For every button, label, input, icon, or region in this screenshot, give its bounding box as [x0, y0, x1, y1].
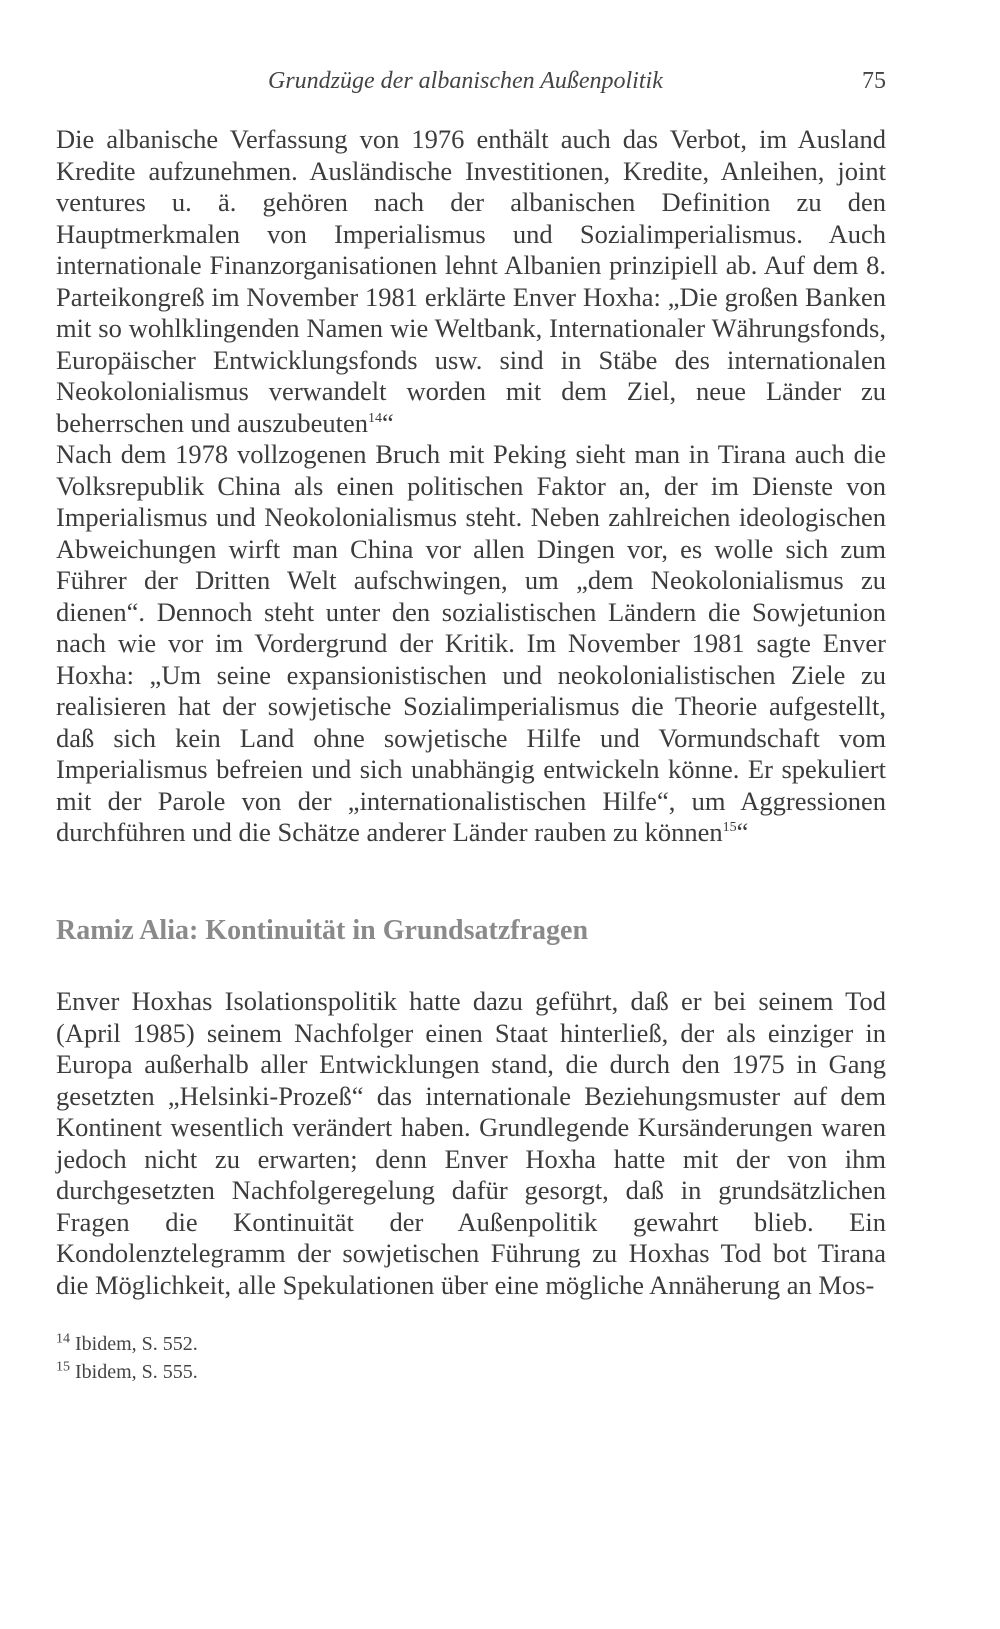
running-header [56, 68, 886, 108]
footnote-ref-15: 15 [722, 820, 737, 836]
paragraph-2: Nach dem 1978 vollzogenen Bruch mit Peking sieht man in Tirana auch die Volksrepublik China als einen politischen Faktor an, der im Dienste von Imperialismus und Neokolonialismus steht. Neben zahlreichen ideologischen Abweichungen wirft man China vor allen Dingen vor, es wolle sich zum Führer der Dritten Welt aufschwingen, um „dem Neokolonialismus zu dienen“. Dennoch steht unter den sozialistischen Ländern die Sowjetunion nach wie vor im Vordergrund der Kritik. Im November 1981 sagte Enver Hoxha: „Um seine expansionistischen und neokolonialistischen Ziele zu realisieren hat der sowjetische Sozialimperialismus die Theorie aufgestellt, daß sich kein Land ohne sowjetische Hilfe und Vormundschaft vom Imperialismus befreien und sich unabhängig entwickeln könne. Er spekuliert mit der Parole von der „internationalistischen Hilfe“, um Aggressionen durchführen und die Schätze anderer Länder rauben zu können$^{15}$“ [56, 439, 886, 847]
paragraph-1: Die albanische Verfassung von 1976 enthält auch das Verbot, im Ausland Kredite aufzunehmen. Ausländische Investitionen, Kredite, Anleihen, joint ventures u. ä. gehören nach der albanischen Definition zu den Hauptmerkmalen von Imperialismus und Sozialimperialismus. Auch internationale Finanzorganisationen lehnt Albanien prinzipiell ab. Auf dem 8. Parteikongreß im November 1981 erklärte Enver Hoxha: „Die großen Banken mit so wohlklingenden Namen wie Weltbank, Internationaler Währungsfonds, Europäischer Entwicklungsfonds usw. sind in Stäbe des internationalen Neokolonialismus verwandelt worden mit dem Ziel, neue Länder zu beherrschen und auszubeuten$^{14}$“ [56, 124, 886, 438]
footnotes [56, 1330, 656, 1386]
section-text-block [56, 986, 886, 1301]
main-text-block [56, 124, 886, 849]
footnote-15: $^{15}$ Ibidem, S. 555. [56, 1359, 198, 1383]
footnote-ref-14: 14 [367, 410, 382, 426]
paragraph-3: Enver Hoxhas Isolationspolitik hatte dazu geführt, daß er bei seinem Tod (April 1985) seinem Nachfolger einen Staat hinterließ, der als einziger in Europa außerhalb aller Entwicklungen stand, die durch den 1975 in Gang gesetzten „Helsinki-Prozeß“ das internationale Beziehungsmuster auf dem Kontinent wesentlich verändert haben. Grundlegende Kursänderungen waren jedoch nicht zu erwarten; denn Enver Hoxha hatte mit der von ihm durchgesetzten Nachfolgeregelung dafür gesorgt, daß in grundsätzlichen Fragen die Kontinuität der Außenpolitik gewahrt blieb. Ein Kondolenztelegramm der sowjetischen Führung zu Hoxhas Tod bot Tirana die Möglichkeit, alle Spekulationen über eine mögliche Annäherung an Mos- [56, 986, 886, 1300]
page-number: 75 [862, 68, 886, 94]
running-title: Grundzüge der albanischen Außenpolitik [268, 68, 663, 94]
section-heading: Ramiz Alia: Kontinuität in Grundsatzfragen [56, 915, 589, 946]
footnote-14: $^{14}$ Ibidem, S. 552. [56, 1331, 198, 1355]
